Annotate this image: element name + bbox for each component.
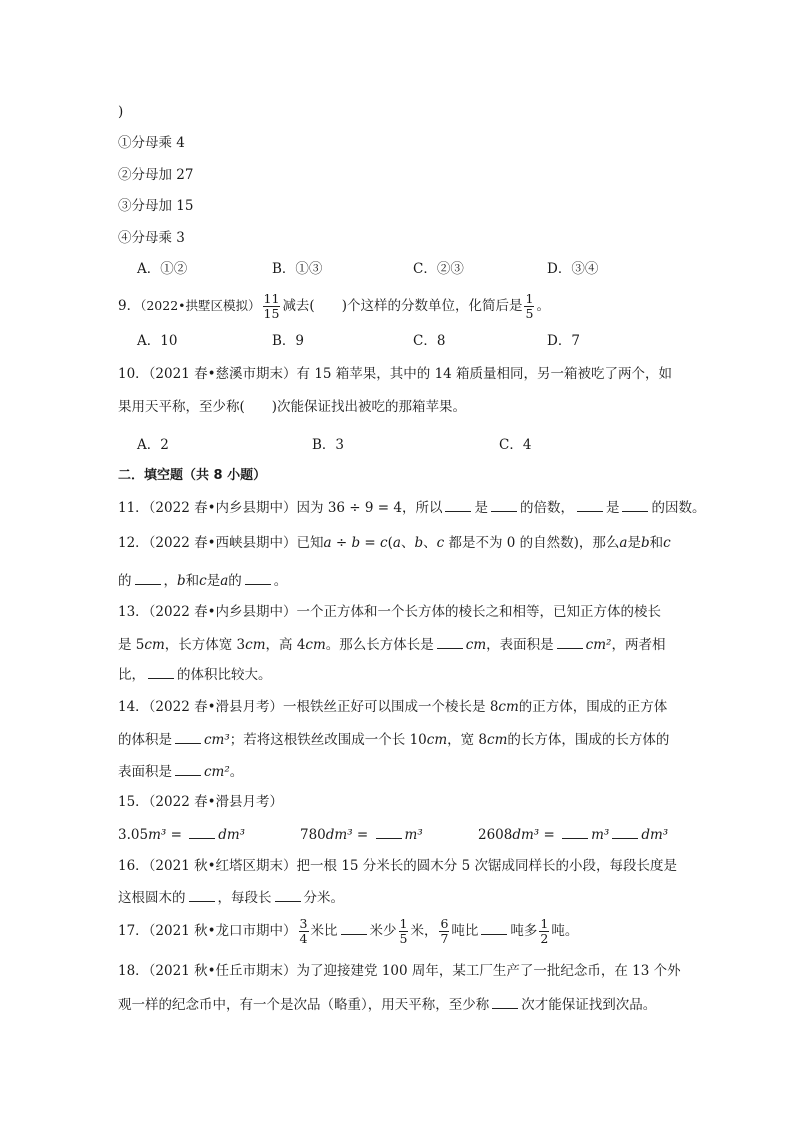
q13-unit-5: cm² bbox=[585, 637, 612, 653]
q17-fraction-3 bbox=[439, 917, 449, 946]
q11-text-c: 的倍数， bbox=[519, 500, 574, 516]
q12-var-b2: b bbox=[640, 535, 650, 551]
q8-option-c[interactable]: C．②③ bbox=[413, 261, 464, 277]
q9-frac2-num: 1 bbox=[525, 291, 534, 306]
q12-blank-2[interactable] bbox=[245, 570, 271, 585]
q15-e2-value: 780 bbox=[300, 827, 326, 843]
q12-var-a: a bbox=[392, 535, 401, 551]
q11-blank-1[interactable] bbox=[445, 497, 471, 512]
q17-fraction-1 bbox=[299, 917, 309, 946]
q17-question bbox=[118, 917, 578, 946]
q12-expression: a ÷ b = c bbox=[323, 535, 388, 551]
q17-text-a: 17．（2021 秋•龙口市期中） bbox=[118, 923, 297, 939]
q9-option-a[interactable]: A．10 bbox=[137, 333, 178, 349]
q13-blank-3[interactable] bbox=[148, 664, 174, 679]
q18-line-2 bbox=[118, 994, 656, 1015]
q16-line-2 bbox=[118, 887, 344, 908]
q18-line-1: 18．（2021 秋•任丘市期末）为了迎接建党 100 周年，某工厂生产了一批纪念币，在 13 个外 bbox=[118, 963, 681, 979]
q10-option-a[interactable]: A．2 bbox=[137, 437, 169, 453]
q9-question bbox=[118, 292, 550, 321]
q8-item-2: ②分母加 27 bbox=[118, 167, 194, 183]
q10-line-2: 果用天平称，至少称( )次能保证找出被吃的那箱苹果。 bbox=[118, 399, 467, 415]
q14-unit-1: cm bbox=[498, 699, 519, 715]
q10-option-b[interactable]: B．3 bbox=[312, 437, 345, 453]
q14-line-3 bbox=[118, 761, 243, 782]
q11-question bbox=[118, 497, 705, 518]
q12-l2-var-a: a bbox=[220, 573, 229, 589]
q13-blank-2[interactable] bbox=[557, 634, 583, 649]
q8-paren: ) bbox=[118, 104, 124, 120]
q18-l2-b: 次才能保证找到次品。 bbox=[521, 997, 657, 1013]
q13-unit-2: cm bbox=[245, 637, 266, 653]
q13-l2-d: 。那么长方体长是 bbox=[325, 637, 434, 653]
q12-var-c2: c bbox=[663, 535, 671, 551]
q12-l2-b: ， bbox=[163, 573, 177, 589]
q15-e1-value: 3.05 bbox=[118, 827, 149, 843]
q14-l2-c: ，宽 8 bbox=[447, 732, 488, 748]
q9-frac1-den: 15 bbox=[263, 306, 280, 321]
q17-blank-2[interactable] bbox=[481, 920, 507, 935]
q14-line-1 bbox=[118, 697, 667, 717]
q12-line-2 bbox=[118, 570, 287, 591]
q15-blank-3[interactable] bbox=[562, 824, 588, 839]
q15-expr-2 bbox=[300, 824, 423, 845]
q12-blank-1[interactable] bbox=[135, 570, 161, 585]
q8-option-b[interactable]: B．①③ bbox=[272, 261, 323, 277]
section-title: 二．填空题（共 8 小题） bbox=[118, 468, 267, 483]
q17-fraction-4 bbox=[539, 917, 549, 946]
q14-l1-b: 的正方体，围成的正方体 bbox=[518, 699, 668, 715]
q15-expr-3 bbox=[478, 824, 668, 845]
q12-text-j: 是 bbox=[627, 535, 641, 551]
q17-text-f: 吨多 bbox=[510, 923, 538, 939]
q14-l3-b: 。 bbox=[229, 764, 244, 780]
q17-f4-den: 2 bbox=[540, 931, 549, 946]
q17-blank-1[interactable] bbox=[341, 920, 367, 935]
q14-l2-a: 的体积是 bbox=[118, 732, 172, 748]
q12-sep-1: 、 bbox=[400, 535, 415, 551]
q17-f2-num: 1 bbox=[399, 916, 408, 931]
q8-item-4: ④分母乘 3 bbox=[118, 230, 185, 246]
q8-option-a[interactable]: A．①② bbox=[137, 261, 188, 277]
q13-l3-b: 的体积比较大。 bbox=[177, 667, 272, 683]
q9-frac1-num: 11 bbox=[263, 291, 280, 306]
q14-line-2 bbox=[118, 729, 669, 750]
q11-blank-4[interactable] bbox=[622, 497, 648, 512]
q13-line-2 bbox=[118, 634, 665, 655]
q16-l2-b: ，每段长 bbox=[217, 890, 272, 906]
q15-e1-unit-2: dm³ bbox=[218, 827, 246, 843]
q13-unit-4: cm bbox=[465, 637, 487, 653]
q9-text-2: 。 bbox=[536, 298, 550, 314]
q13-blank-1[interactable] bbox=[437, 634, 463, 649]
q15-title: 15．（2022 春•滑县月考） bbox=[118, 794, 284, 810]
q13-l3-a: 比， bbox=[118, 667, 145, 683]
q9-frac2-den: 5 bbox=[525, 306, 534, 321]
q14-unit-3: cm bbox=[426, 732, 448, 748]
q12-text-l: 和 bbox=[649, 535, 664, 551]
q9-number: 9． bbox=[118, 298, 141, 314]
q13-l2-f: ，两者相 bbox=[611, 637, 666, 653]
q8-item-1: ①分母乘 4 bbox=[118, 135, 185, 151]
q14-l1-a: 14．（2022 春•滑县月考）一根铁丝正好可以围成一个棱长是 8 bbox=[118, 699, 499, 715]
q11-blank-3[interactable] bbox=[577, 497, 603, 512]
q17-f2-den: 5 bbox=[399, 931, 408, 946]
q17-text-c: 米少 bbox=[369, 923, 397, 939]
q17-f3-den: 7 bbox=[440, 931, 449, 946]
q16-line-1: 16．（2021 秋•红塔区期末）把一根 15 分米长的圆木分 5 次锯成同样长的小段，每段长度是 bbox=[118, 858, 677, 874]
q17-f1-num: 3 bbox=[299, 916, 308, 931]
q11-blank-2[interactable] bbox=[491, 497, 517, 512]
q12-l2-h: 的 bbox=[228, 573, 242, 589]
q9-option-c[interactable]: C．8 bbox=[413, 333, 446, 349]
q15-e1-unit: m³ bbox=[148, 827, 167, 843]
q10-line-1: 10．（2021 春•慈溪市期末）有 15 箱苹果，其中的 14 箱质量相同，另一箱被吃了两个，如 bbox=[118, 366, 673, 382]
q13-line-3 bbox=[118, 664, 272, 685]
q14-l3-a: 表面积是 bbox=[118, 764, 172, 780]
q14-unit-5: cm² bbox=[204, 764, 230, 780]
q14-l2-d: 的长方体，围成的长方体的 bbox=[507, 732, 670, 748]
q17-text-d: 米， bbox=[410, 923, 438, 939]
q12-l2-d: 和 bbox=[185, 573, 200, 589]
q14-unit-4: cm bbox=[487, 732, 508, 748]
q18-blank-1[interactable] bbox=[492, 994, 518, 1009]
q12-var-c: c bbox=[436, 535, 445, 551]
q8-item-3: ③分母加 15 bbox=[118, 198, 194, 214]
q15-blank-2[interactable] bbox=[376, 824, 402, 839]
q9-fraction-1 bbox=[263, 292, 281, 321]
q12-text-a: 12．（2022 春•西峡县期中）已知 bbox=[118, 535, 324, 551]
q15-e2-unit: dm³ bbox=[325, 827, 353, 843]
q17-f4-num: 1 bbox=[540, 916, 549, 931]
q14-unit-2: cm³ bbox=[204, 732, 230, 748]
q8-option-d[interactable]: D．③④ bbox=[547, 261, 599, 277]
q13-l2-e: ，表面积是 bbox=[486, 637, 554, 653]
q15-e3-eq: = bbox=[539, 827, 560, 843]
q15-e3-unit-2: m³ bbox=[591, 827, 610, 843]
q16-blank-1[interactable] bbox=[189, 887, 215, 902]
q17-fraction-2 bbox=[399, 917, 409, 946]
q9-text-1: 减去( )个这样的分数单位，化简后是 bbox=[282, 298, 523, 314]
q12-l2-var-c: c bbox=[199, 573, 207, 589]
q11-text-a: 11．（2022 春•内乡县期中）因为 36 ÷ 9 = 4，所以 bbox=[118, 500, 443, 516]
q13-line-1: 13．（2022 春•内乡县期中）一个正方体和一个长方体的棱长之和相等，已知正方体的棱长 bbox=[118, 604, 662, 620]
q13-unit-1: cm bbox=[144, 637, 165, 653]
q11-text-b: 是 bbox=[474, 500, 488, 516]
q15-blank-1[interactable] bbox=[189, 824, 215, 839]
q15-blank-4[interactable] bbox=[612, 824, 638, 839]
q15-e2-eq: = bbox=[352, 827, 373, 843]
q15-e2-unit-2: m³ bbox=[404, 827, 423, 843]
q16-l2-c: 分米。 bbox=[303, 890, 344, 906]
q12-l2-var-b: b bbox=[177, 573, 186, 589]
q13-l2-c: ，高 4 bbox=[265, 637, 306, 653]
q14-blank-2[interactable] bbox=[175, 761, 201, 776]
q17-f1-den: 4 bbox=[299, 931, 308, 946]
q10-option-c[interactable]: C．4 bbox=[499, 437, 532, 453]
q14-l2-b: ；若将这根铁丝改围成一个长 10 bbox=[229, 732, 427, 748]
q12-l2-i: 。 bbox=[273, 573, 288, 589]
q9-option-d[interactable]: D．7 bbox=[547, 333, 580, 349]
q12-sep-2: 、 bbox=[423, 535, 437, 551]
q12-text-h: 都是不为 0 的自然数)，那么 bbox=[444, 535, 620, 551]
q12-var-b: b bbox=[414, 535, 424, 551]
q17-f3-num: 6 bbox=[440, 916, 449, 931]
q12-l2-a: 的 bbox=[118, 573, 132, 589]
q17-text-b: 米比 bbox=[310, 923, 338, 939]
q16-l2-a: 这根圆木的 bbox=[118, 890, 186, 906]
q15-e3-unit-3: dm³ bbox=[641, 827, 669, 843]
q15-e1-eq: = bbox=[166, 827, 187, 843]
q15-expr-1 bbox=[118, 824, 245, 845]
q13-l2-a: 是 5 bbox=[118, 637, 145, 653]
q17-text-e: 吨比 bbox=[451, 923, 479, 939]
q12-line-1 bbox=[118, 533, 671, 553]
q9-source: （2022•拱墅区模拟） bbox=[140, 298, 261, 313]
q12-text-b: ( bbox=[387, 535, 393, 551]
q17-text-g: 吨。 bbox=[551, 923, 579, 939]
q16-blank-2[interactable] bbox=[275, 887, 301, 902]
q14-blank-1[interactable] bbox=[175, 729, 201, 744]
q11-text-d: 是 bbox=[605, 500, 620, 516]
q12-l2-f: 是 bbox=[206, 573, 221, 589]
q12-var-a2: a bbox=[619, 535, 628, 551]
q18-l2-a: 观一样的纪念币中，有一个是次品（略重），用天平称，至少称 bbox=[118, 997, 490, 1013]
q13-l2-b: ，长方体宽 3 bbox=[164, 637, 246, 653]
q11-text-e: 的因数。 bbox=[651, 500, 706, 516]
q13-unit-3: cm bbox=[305, 637, 326, 653]
q15-e3-value: 2608 bbox=[478, 827, 513, 843]
q15-e3-unit: dm³ bbox=[512, 827, 540, 843]
q9-option-b[interactable]: B．9 bbox=[272, 333, 305, 349]
q9-fraction-2 bbox=[524, 292, 534, 321]
